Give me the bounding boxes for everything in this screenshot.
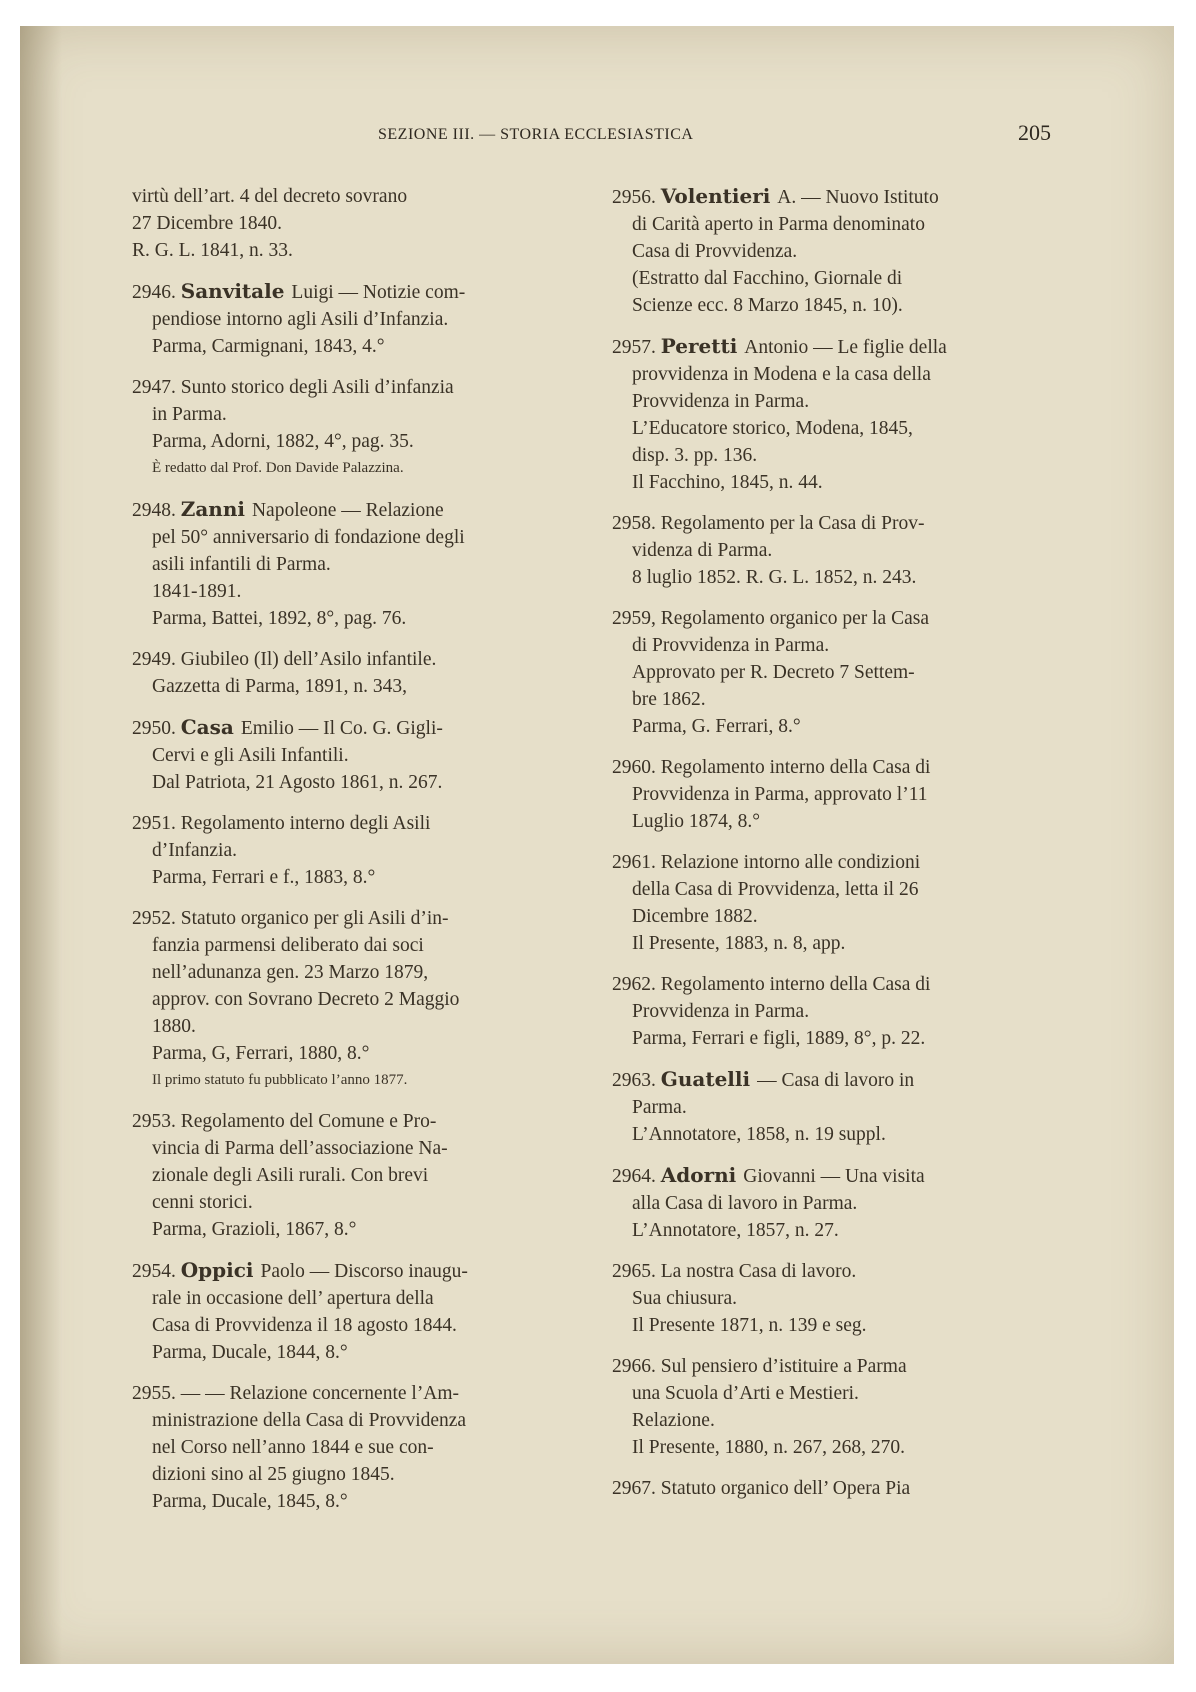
entry-number: 2955. — [132, 1383, 181, 1404]
entry-line — [612, 1475, 1052, 1502]
entry-number: 2954. — [132, 1261, 181, 1282]
entry-line: pendiose intorno agli Asili d’Infanzia. — [152, 309, 449, 330]
entry-line: Parma, G, Ferrari, 1880, 8.° — [152, 1043, 370, 1064]
entry-line — [612, 1353, 1052, 1380]
entry-number: 2950. — [132, 718, 181, 739]
entry-text: La nostra Casa di lavoro. — [660, 1261, 857, 1282]
entry-line: ministrazione della Casa di Provvidenza — [152, 1410, 467, 1431]
entry-line — [612, 1066, 1052, 1094]
entry-number: 2960. — [612, 757, 661, 778]
entry-line: Dal Patriota, 21 Agosto 1861, n. 267. — [152, 772, 443, 793]
entry-line: rale in occasione dell’ apertura della — [152, 1288, 434, 1309]
entry-text: — — Relazione concernente l’Am- — [180, 1383, 460, 1404]
entry-line: Gazzetta di Parma, 1891, n. 343, — [152, 676, 408, 697]
entry-line — [132, 1380, 562, 1407]
entry-line — [612, 1162, 1052, 1190]
bibliography-entry — [132, 496, 562, 632]
entry-line: approv. con Sovrano Decreto 2 Maggio — [152, 989, 460, 1010]
entry-line: Approvato per R. Decreto 7 Settem- — [632, 662, 915, 683]
bibliography-entry — [612, 1353, 1052, 1461]
entry-line — [612, 1258, 1052, 1285]
entry-line — [612, 754, 1052, 781]
entry-author: Sanvitale — [180, 279, 292, 303]
entry-line — [612, 849, 1052, 876]
entry-line: Parma, Adorni, 1882, 4°, pag. 35. — [152, 431, 414, 452]
entry-line: 27 Dicembre 1840. — [132, 213, 283, 234]
entry-text: Regolamento organico per la Casa — [660, 608, 929, 629]
entry-line: provvidenza in Modena e la casa della — [632, 364, 931, 385]
entry-text: Relazione intorno alle condizioni — [660, 852, 921, 873]
entry-line — [612, 605, 1052, 632]
bibliography-entry — [612, 849, 1052, 957]
entry-line: di Carità aperto in Parma denominato — [632, 214, 925, 235]
bibliography-entry — [612, 1066, 1052, 1148]
entry-line — [132, 646, 562, 673]
entry-number: 2951. — [132, 813, 181, 834]
entry-number: 2957. — [612, 337, 661, 358]
entry-text: Sul pensiero d’istituire a Parma — [660, 1356, 907, 1377]
entry-line: alla Casa di lavoro in Parma. — [632, 1193, 858, 1214]
entry-line: pel 50° anniversario di fondazione degli — [152, 527, 465, 548]
entry-line: nell’adunanza gen. 23 Marzo 1879, — [152, 962, 429, 983]
entry-line: Parma, Ferrari e f., 1883, 8.° — [152, 867, 376, 888]
entry-line: 1841-1891. — [152, 581, 242, 602]
entry-number: 2958. — [612, 513, 661, 534]
entry-line — [132, 810, 562, 837]
entry-number: 2952. — [132, 908, 181, 929]
entry-line: Casa di Provvidenza. — [632, 241, 798, 262]
bibliography-entry — [612, 605, 1052, 740]
entry-line: dizioni sino al 25 giugno 1845. — [152, 1464, 395, 1485]
running-head: SEZIONE III. — STORIA ECCLESIASTICA — [378, 126, 694, 143]
entry-line: Cervi e gli Asili Infantili. — [152, 745, 349, 766]
entry-number: 2948. — [132, 500, 181, 521]
entry-line: Provvidenza in Parma. — [632, 1001, 810, 1022]
entry-line: Provvidenza in Parma. — [632, 391, 810, 412]
entry-line — [132, 496, 562, 524]
bibliography-entry — [132, 278, 562, 360]
entry-line: L’Educatore storico, Modena, 1845, — [632, 418, 913, 439]
entry-text: Emilio — Il Co. G. Gigli- — [240, 718, 443, 739]
entry-author: Casa — [180, 715, 241, 739]
entry-line: bre 1862. — [632, 689, 706, 710]
entry-line: Il Facchino, 1845, n. 44. — [632, 472, 823, 493]
entry-line: 1880. — [152, 1016, 196, 1037]
entry-line — [132, 183, 562, 210]
bibliography-entry — [132, 646, 562, 700]
entry-text: virtù dell’art. 4 del decreto sovrano — [132, 186, 408, 207]
left-column — [132, 183, 562, 1529]
entry-line — [612, 333, 1052, 361]
entry-number: 2949. — [132, 649, 181, 670]
entry-line — [132, 714, 562, 742]
entry-text: Regolamento interno della Casa di — [660, 757, 931, 778]
bibliography-entry — [132, 905, 562, 1094]
entry-number: 2965. — [612, 1261, 661, 1282]
entry-text: Giovanni — Una visita — [743, 1166, 925, 1187]
bibliography-entry — [612, 971, 1052, 1052]
entry-text: Regolamento interno degli Asili — [180, 813, 431, 834]
entry-author: Zanni — [180, 497, 252, 521]
entry-line: 8 luglio 1852. R. G. L. 1852, n. 243. — [632, 567, 917, 588]
entry-line — [612, 183, 1052, 211]
entry-author: Oppici — [180, 1258, 261, 1282]
entry-line: Il Presente, 1880, n. 267, 268, 270. — [632, 1437, 905, 1458]
bibliography-entry — [132, 1257, 562, 1366]
entry-text: Regolamento per la Casa di Prov- — [660, 513, 925, 534]
entry-number: 2953. — [132, 1111, 181, 1132]
entry-line: vincia di Parma dell’associazione Na- — [152, 1138, 448, 1159]
entry-note: Il primo statuto fu pubblicato l’anno 1877. — [152, 1072, 408, 1088]
entry-author: Guatelli — [660, 1067, 758, 1091]
entry-text: Statuto organico dell’ Opera Pia — [660, 1478, 911, 1499]
entry-line: Provvidenza in Parma, approvato l’11 — [632, 784, 928, 805]
bibliography-entry — [612, 333, 1052, 496]
entry-number: 2966. — [612, 1356, 661, 1377]
entry-text: A. — Nuovo Istituto — [777, 187, 939, 208]
entry-text: — Casa di lavoro in — [757, 1070, 915, 1091]
entry-number: 2947. — [132, 377, 181, 398]
entry-line: della Casa di Provvidenza, letta il 26 — [632, 879, 919, 900]
bibliography-entry — [132, 1380, 562, 1515]
entry-line: L’Annotatore, 1857, n. 27. — [632, 1220, 839, 1241]
entry-line — [612, 510, 1052, 537]
entry-line: Parma, Grazioli, 1867, 8.° — [152, 1219, 357, 1240]
entry-number: 2956. — [612, 187, 661, 208]
entry-author: Peretti — [660, 334, 745, 358]
entry-line — [132, 1257, 562, 1285]
entry-line: Parma, G. Ferrari, 8.° — [632, 716, 801, 737]
entry-text: Statuto organico per gli Asili d’in- — [180, 908, 449, 929]
entry-line: (Estratto dal Facchino, Giornale di — [632, 268, 903, 289]
bibliography-entry — [132, 810, 562, 891]
entry-line: asili infantili di Parma. — [152, 554, 331, 575]
entry-text: Paolo — Discorso inaugu- — [260, 1261, 468, 1282]
entry-line: cenni storici. — [152, 1192, 253, 1213]
entry-number: 2963. — [612, 1070, 661, 1091]
entry-text: Giubileo (Il) dell’Asilo infantile. — [180, 649, 437, 670]
entry-author: Volentieri — [660, 184, 778, 208]
entry-line: Parma, Carmignani, 1843, 4.° — [152, 336, 385, 357]
entry-line: nel Corso nell’anno 1844 e sue con- — [152, 1437, 434, 1458]
entry-line: Dicembre 1882. — [632, 906, 758, 927]
entry-line: videnza di Parma. — [632, 540, 773, 561]
entry-text: Napoleone — Relazione — [251, 500, 444, 521]
entry-line: Parma, Ducale, 1844, 8.° — [152, 1342, 348, 1363]
entry-line: Relazione. — [632, 1410, 715, 1431]
entry-line: zionale degli Asili rurali. Con brevi — [152, 1165, 429, 1186]
entry-line: fanzia parmensi deliberato dai soci — [152, 935, 424, 956]
entry-note: È redatto dal Prof. Don Davide Palazzina. — [152, 460, 404, 476]
entry-text: Luigi — Notizie com- — [291, 282, 466, 303]
entry-number: 2959, — [612, 608, 661, 629]
entry-number: 2962. — [612, 974, 661, 995]
bibliography-entry — [612, 183, 1052, 319]
entry-line: d’Infanzia. — [152, 840, 237, 861]
bibliography-entry — [132, 714, 562, 796]
entry-number: 2946. — [132, 282, 181, 303]
bibliography-entry — [612, 754, 1052, 835]
entry-line — [132, 278, 562, 306]
page-number: 205 — [1018, 120, 1051, 145]
bibliography-entry — [612, 1475, 1052, 1502]
entry-line: Il Presente, 1883, n. 8, app. — [632, 933, 846, 954]
entry-line: in Parma. — [152, 404, 227, 425]
entry-line: Parma, Ferrari e figli, 1889, 8°, p. 22. — [632, 1028, 926, 1049]
entry-number: 2967. — [612, 1478, 661, 1499]
entry-text: Regolamento interno della Casa di — [660, 974, 931, 995]
bibliography-entry — [132, 1108, 562, 1243]
entry-line: una Scuola d’Arti e Mestieri. — [632, 1383, 859, 1404]
entry-line: Parma. — [632, 1097, 687, 1118]
bibliography-entry — [132, 374, 562, 482]
entry-line: Casa di Provvidenza il 18 agosto 1844. — [152, 1315, 457, 1336]
entry-author: Adorni — [660, 1163, 744, 1187]
entry-line: R. G. L. 1841, n. 33. — [132, 240, 293, 261]
entry-text: Antonio — Le figlie della — [744, 337, 947, 358]
bibliography-entry — [612, 510, 1052, 591]
right-column — [612, 183, 1052, 1516]
entry-number: 2964. — [612, 1166, 661, 1187]
bibliography-entry — [612, 1162, 1052, 1244]
bibliography-entry — [612, 1258, 1052, 1339]
entry-text: Regolamento del Comune e Pro- — [180, 1111, 437, 1132]
entry-line — [612, 971, 1052, 998]
entry-line — [132, 905, 562, 932]
entry-line: Sua chiusura. — [632, 1288, 738, 1309]
entry-number: 2961. — [612, 852, 661, 873]
entry-line — [132, 1108, 562, 1135]
entry-line: L’Annotatore, 1858, n. 19 suppl. — [632, 1124, 886, 1145]
entry-line: di Provvidenza in Parma. — [632, 635, 830, 656]
bibliography-entry — [132, 183, 562, 264]
entry-line — [132, 374, 562, 401]
entry-line: disp. 3. pp. 136. — [632, 445, 758, 466]
entry-line: Il Presente 1871, n. 139 e seg. — [632, 1315, 867, 1336]
entry-line: Luglio 1874, 8.° — [632, 811, 761, 832]
entry-line: Parma, Battei, 1892, 8°, pag. 76. — [152, 608, 407, 629]
entry-text: Sunto storico degli Asili d’infanzia — [180, 377, 454, 398]
entry-line: Parma, Ducale, 1845, 8.° — [152, 1491, 348, 1512]
entry-line: Scienze ecc. 8 Marzo 1845, n. 10). — [632, 295, 903, 316]
